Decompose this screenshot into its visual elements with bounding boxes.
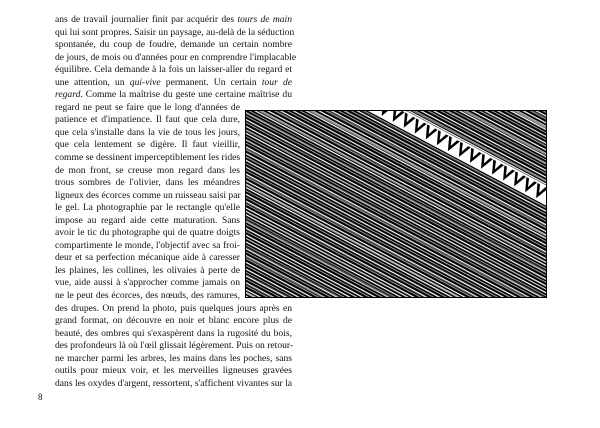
text-line: de mon front, se creuse mon regard dans les xyxy=(55,164,240,176)
text-line: dans les oxydes d'argent, ressortent, s'affichent vivantes sur la xyxy=(55,377,293,389)
text-line: équilibre. Cela demande à la fois un laisser-aller du regard et xyxy=(55,64,292,76)
text-line: beauté, des ombres qui s'exaspèrent dans la rugosité du bois, xyxy=(55,327,292,339)
page-number: 8 xyxy=(38,392,43,402)
text-line: le gel. La photographie par le rectangle qu'elle xyxy=(55,202,240,214)
text-line: deur et sa perfection mécanique aide à caresser xyxy=(55,252,240,264)
text-line: outils pour mieux voir, et les merveilles ligneuses gravées xyxy=(55,365,292,377)
text-line: comme se dessinent imperceptiblement les rides xyxy=(55,152,241,164)
text-line: de jours, de mois ou d'années pour en comprendre l'implacable xyxy=(55,51,297,63)
text-line: ans de travail journalier finit par acquérir des tours de main xyxy=(55,14,293,25)
text-line: avoir le tic du photographe qui de quatre doigts xyxy=(55,227,240,239)
text-line: que cela lentement se digère. Il faut vieillir, xyxy=(55,139,240,151)
text-line: des profondeurs là où l'œil glissait légèrement. Puis on retour- xyxy=(55,340,294,352)
text-line: spontanée, du coup de foudre, demande un certain nombre xyxy=(55,39,292,51)
text-line: trous sombres de l'olivier, dans les méandres xyxy=(55,177,240,189)
text-line: patience et d'impatience. Il faut que cela dure, xyxy=(55,114,240,126)
text-line: que cela s'installe dans la vie de tous les jours, xyxy=(55,126,240,138)
text-line: ne le peut des écorces, des nœuds, des ramures, xyxy=(55,290,240,302)
text-line: compartimente le monde, l'objectif avec sa froi- xyxy=(55,239,240,251)
text-line: regard. Comme la maîtrise du geste une certaine maîtrise du xyxy=(55,89,292,101)
text-line: ligneux des écorces comme un ruisseau saisi par xyxy=(55,189,241,201)
text-line: impose au regard aide cette maturation. Sans xyxy=(55,214,240,226)
text-line: regard ne peut se faire que le long d'années de xyxy=(55,101,240,113)
text-line: vue, aide aussi à s'approcher comme jamais on xyxy=(55,277,240,289)
text-line: grand format, on découvre en noir et blanc encore plus de xyxy=(55,315,292,327)
text-line: ne marcher parmi les arbres, les mains dans les poches, sans xyxy=(55,352,292,364)
bark-photograph xyxy=(245,110,547,298)
text-line: des drupes. On prend la photo, puis quelques jours après en xyxy=(55,302,292,314)
text-line: une attention, un qui-vive permanent. Un certain tour de xyxy=(55,76,293,88)
text-line: les plaines, les collines, les olivaies à perte de xyxy=(55,264,240,276)
text-line: qui lui sont propres. Saisir un paysage, au-delà de la séduction xyxy=(55,26,295,38)
